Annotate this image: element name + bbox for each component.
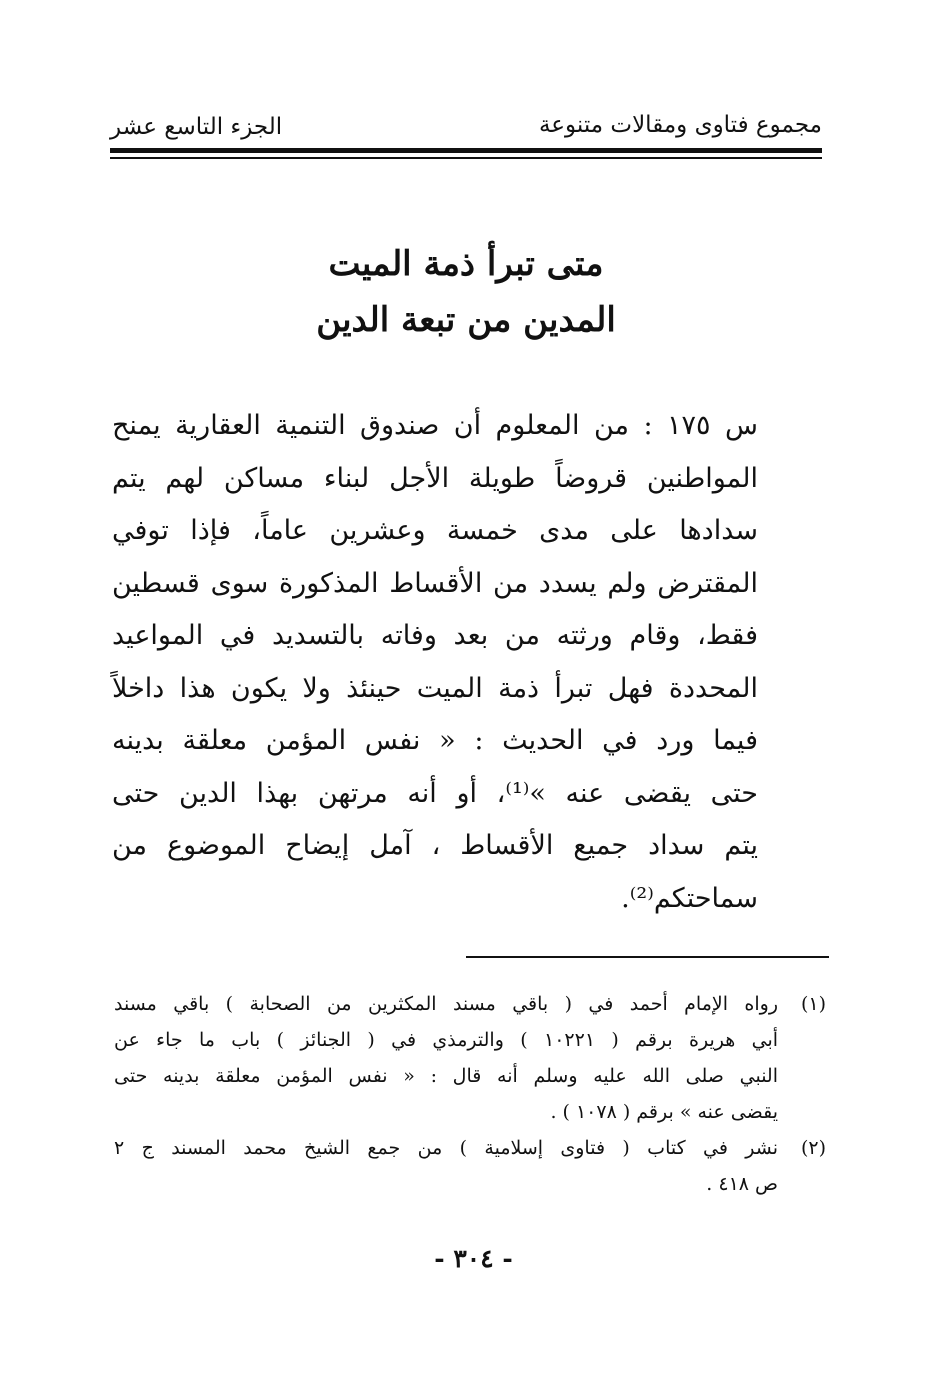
header-volume: الجزء التاسع عشر: [110, 114, 283, 140]
question-line: المواطنين قروضاً طويلة الأجل لبناء مساكن لهم يتم: [112, 462, 758, 494]
footnote-line: النبي صلى الله عليه وسلم أنه قال : « نفس المؤمن معلقة بدينه حتى: [114, 1065, 778, 1087]
question-line: س ١٧٥ : من المعلوم أن صندوق التنمية العقارية يمنح: [112, 410, 758, 441]
question-line: فقط، وقام ورثته من بعد وفاته بالتسديد في المواعيد: [112, 620, 758, 651]
header-book-title: مجموع فتاوى ومقالات متنوعة: [538, 112, 822, 138]
question-line: سدادها على مدى خمسة وعشرين عاماً، فإذا توفي: [112, 515, 758, 546]
question-line: حتى يقضى عنه »⁽¹⁾، أو أنه مرتهن بهذا الدين حتى: [112, 777, 758, 809]
question-text: [112, 400, 758, 925]
header-rule-thin: [110, 157, 822, 159]
page-number: - ٣٠٤ -: [434, 1244, 513, 1273]
title-line-1: متى تبرأ ذمة الميت: [328, 244, 604, 284]
question-line: المحددة فهل تبرأ ذمة الميت حينئذ ولا يكون هذا داخلاً: [112, 672, 758, 704]
footnote-1: [114, 986, 826, 1130]
footnote-number: (١): [800, 993, 826, 1015]
question-line: سماحتكم⁽²⁾.: [621, 882, 758, 914]
footnote-separator: [466, 956, 829, 958]
running-header: [110, 108, 822, 148]
footnote-line: ص ٤١٨ .: [706, 1173, 778, 1195]
footnote-line: نشر في كتاب ( فتاوى إسلامية ) من جمع الشيخ محمد المسند ج ٢: [114, 1137, 778, 1159]
question-line: يتم سداد جميع الأقساط ، آمل إيضاح الموضوع من: [112, 830, 758, 861]
title-line-2: المدين من تبعة الدين: [316, 300, 616, 340]
footnotes: [114, 986, 826, 1202]
article-title: [110, 236, 822, 348]
footnote-line: رواه الإمام أحمد في ( باقي مسند المكثرين من الصحابة ) باقي مسند: [114, 993, 778, 1015]
footnote-line: أبي هريرة برقم ( ١٠٢٢١ ) والترمذي في ( الجنائز ) باب ما جاء عن: [114, 1029, 779, 1051]
question-line: فيما ورد في الحديث : « نفس المؤمن معلقة بدينه: [112, 725, 758, 756]
footnote-line: يقضى عنه » برقم ( ١٠٧٨ ) .: [550, 1101, 778, 1123]
header-rule-thick: [110, 148, 822, 153]
footnote-number: (٢): [800, 1137, 826, 1159]
footnote-2: [114, 1130, 826, 1202]
question-line: المقترض ولم يسدد من الأقساط المذكورة سوى قسطين: [112, 567, 758, 599]
